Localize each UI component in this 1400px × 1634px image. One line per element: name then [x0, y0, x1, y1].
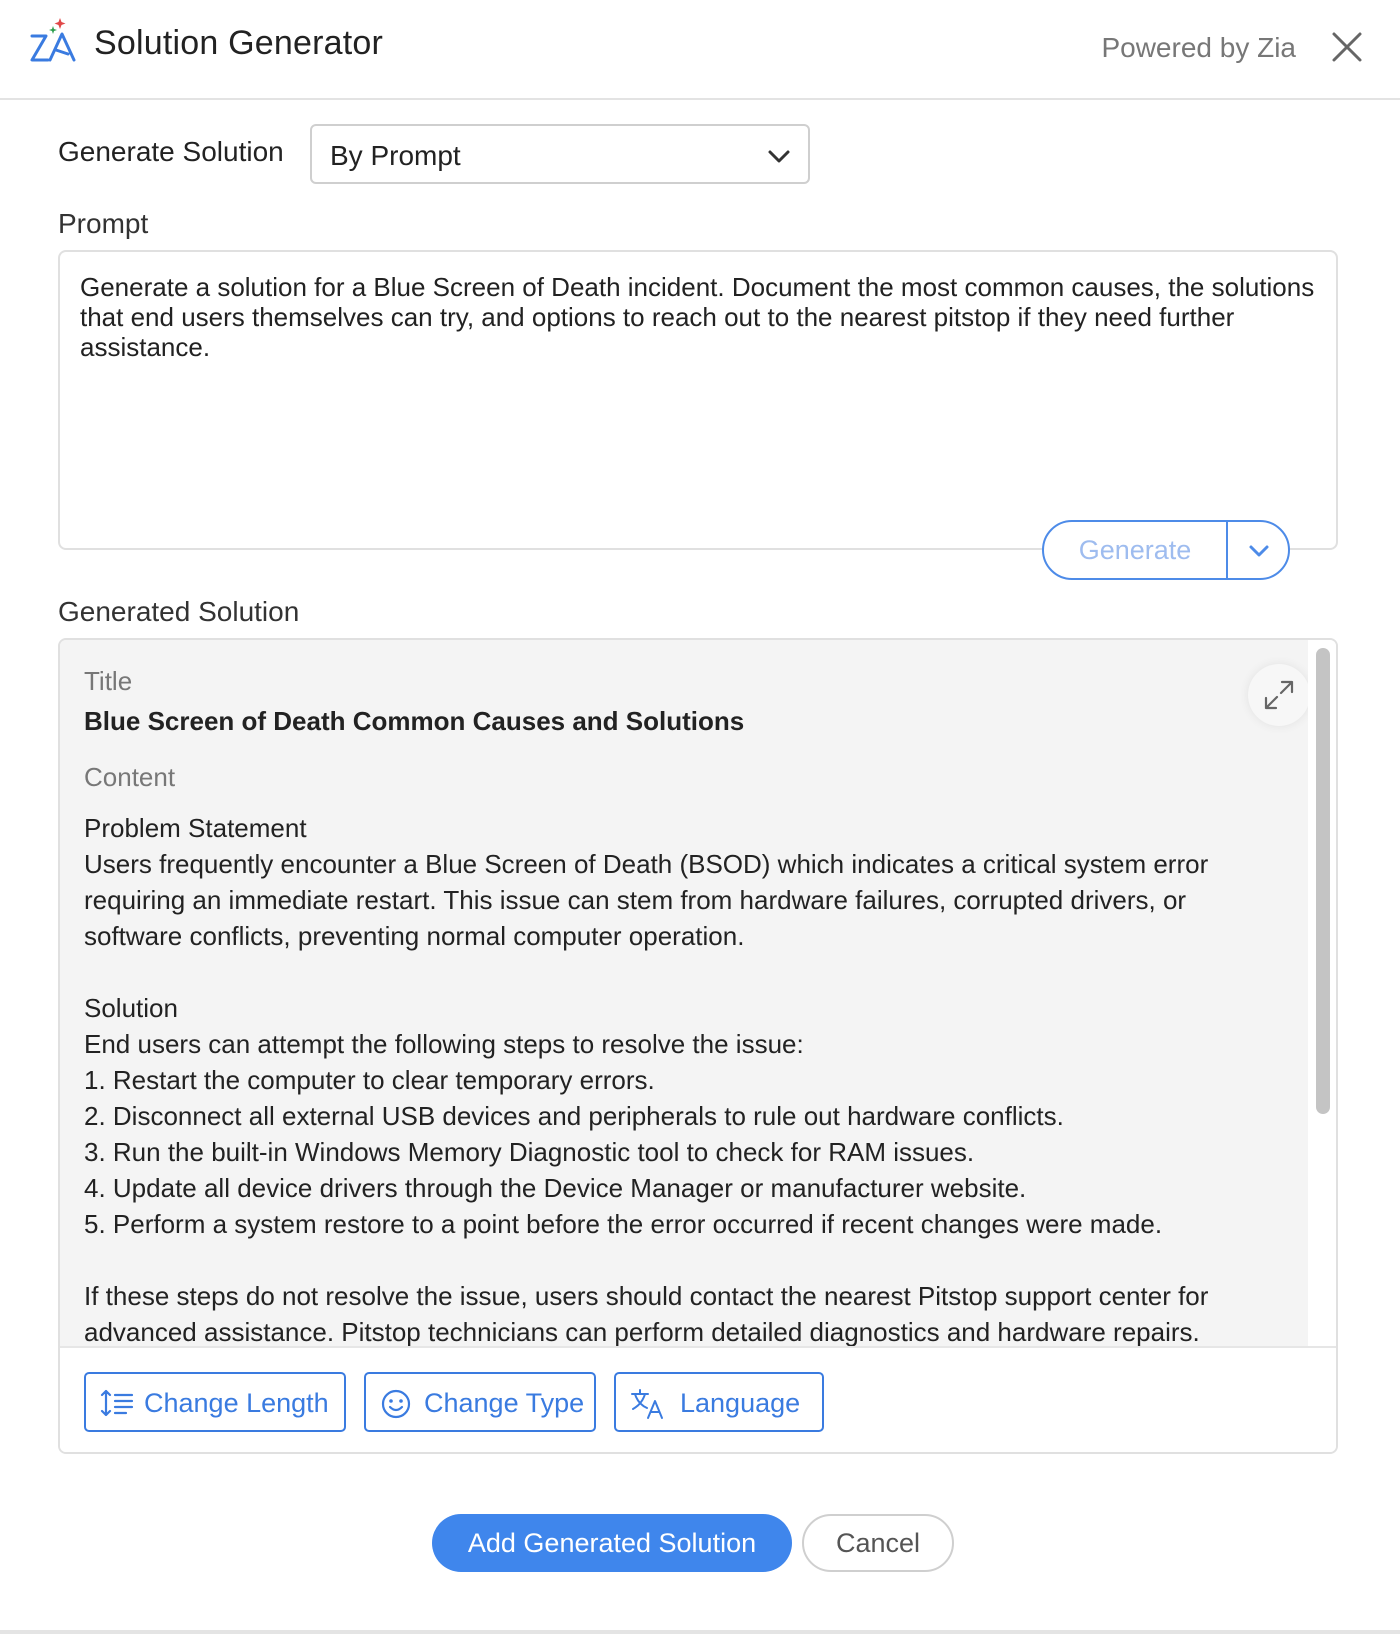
content-scrollbar[interactable] [1316, 648, 1330, 1114]
prompt-text: Generate a solution for a Blue Screen of Death incident. Document the most common causes, the solutions that end users themselves can try, and options to reach out to the nearest pitstop if they need further assistance. [80, 272, 1315, 362]
generated-solution-label: Generated Solution [58, 596, 300, 627]
zia-logo-icon [26, 14, 82, 70]
content-field-label: Content [84, 762, 176, 792]
content-line: End users can attempt the following steps to resolve the issue: [84, 1029, 804, 1059]
dialog-bottom-border [0, 1630, 1400, 1634]
solution-tools-bar [60, 1346, 1338, 1454]
chevron-down-icon [766, 144, 792, 168]
language-label: Language [680, 1388, 801, 1418]
solution-content-text [84, 810, 1284, 1346]
change-length-button[interactable] [84, 1372, 346, 1432]
generate-solution-label: Generate Solution [58, 136, 284, 167]
generated-solution-panel [58, 638, 1338, 1454]
content-line: software conflicts, preventing normal computer operation. [84, 921, 745, 951]
content-line: Users frequently encounter a Blue Screen of Death (BSOD) which indicates a critical system error [84, 849, 1209, 879]
generate-button[interactable]: Generate [1044, 522, 1228, 578]
content-line: 5. Perform a system restore to a point before the error occurred if recent changes were made. [84, 1209, 1163, 1239]
add-generated-solution-button[interactable]: Add Generated Solution [432, 1514, 792, 1572]
content-line: Solution [84, 993, 178, 1023]
solution-title: Blue Screen of Death Common Causes and Solutions [84, 706, 745, 736]
generate-options-dropdown[interactable] [1228, 522, 1288, 578]
content-line: 4. Update all device drivers through the Device Manager or manufacturer website. [84, 1173, 1027, 1203]
cancel-button[interactable]: Cancel [802, 1514, 954, 1572]
content-line: If these steps do not resolve the issue, users should contact the nearest Pitstop support center for [84, 1281, 1209, 1311]
change-type-label: Change Type [424, 1388, 585, 1418]
prompt-textarea[interactable] [58, 250, 1338, 550]
close-icon[interactable] [1330, 30, 1364, 64]
prompt-label: Prompt [58, 208, 149, 239]
smiley-icon [380, 1388, 412, 1420]
expand-icon [1263, 679, 1295, 711]
content-line: advanced assistance. Pitstop technicians can perform detailed diagnostics and hardware repairs. [84, 1317, 1200, 1346]
language-button[interactable] [614, 1372, 824, 1432]
generate-method-select[interactable] [310, 124, 810, 184]
content-line: requiring an immediate restart. This issue can stem from hardware failures, corrupted drivers, or [84, 885, 1187, 915]
generated-solution-content [60, 640, 1308, 1346]
change-type-button[interactable] [364, 1372, 596, 1432]
expand-button[interactable] [1248, 664, 1308, 726]
content-line: 1. Restart the computer to clear temporary errors. [84, 1065, 655, 1095]
change-length-label: Change Length [144, 1388, 329, 1418]
text-length-icon [100, 1388, 134, 1418]
generate-split-button [1042, 520, 1290, 580]
chevron-down-icon [1248, 541, 1270, 561]
title-field-label: Title [84, 666, 133, 696]
dialog-header [0, 0, 1400, 100]
translate-icon [630, 1388, 664, 1420]
generate-method-value: By Prompt [330, 140, 461, 171]
content-line: 2. Disconnect all external USB devices and peripherals to rule out hardware conflicts. [84, 1101, 1064, 1131]
dialog-title: Solution Generator [94, 24, 383, 62]
content-line: 3. Run the built-in Windows Memory Diagnostic tool to check for RAM issues. [84, 1137, 975, 1167]
content-line [84, 1242, 1284, 1278]
content-line [84, 954, 1284, 990]
content-line: Problem Statement [84, 813, 307, 843]
powered-by-label: Powered by Zia [1101, 32, 1296, 63]
